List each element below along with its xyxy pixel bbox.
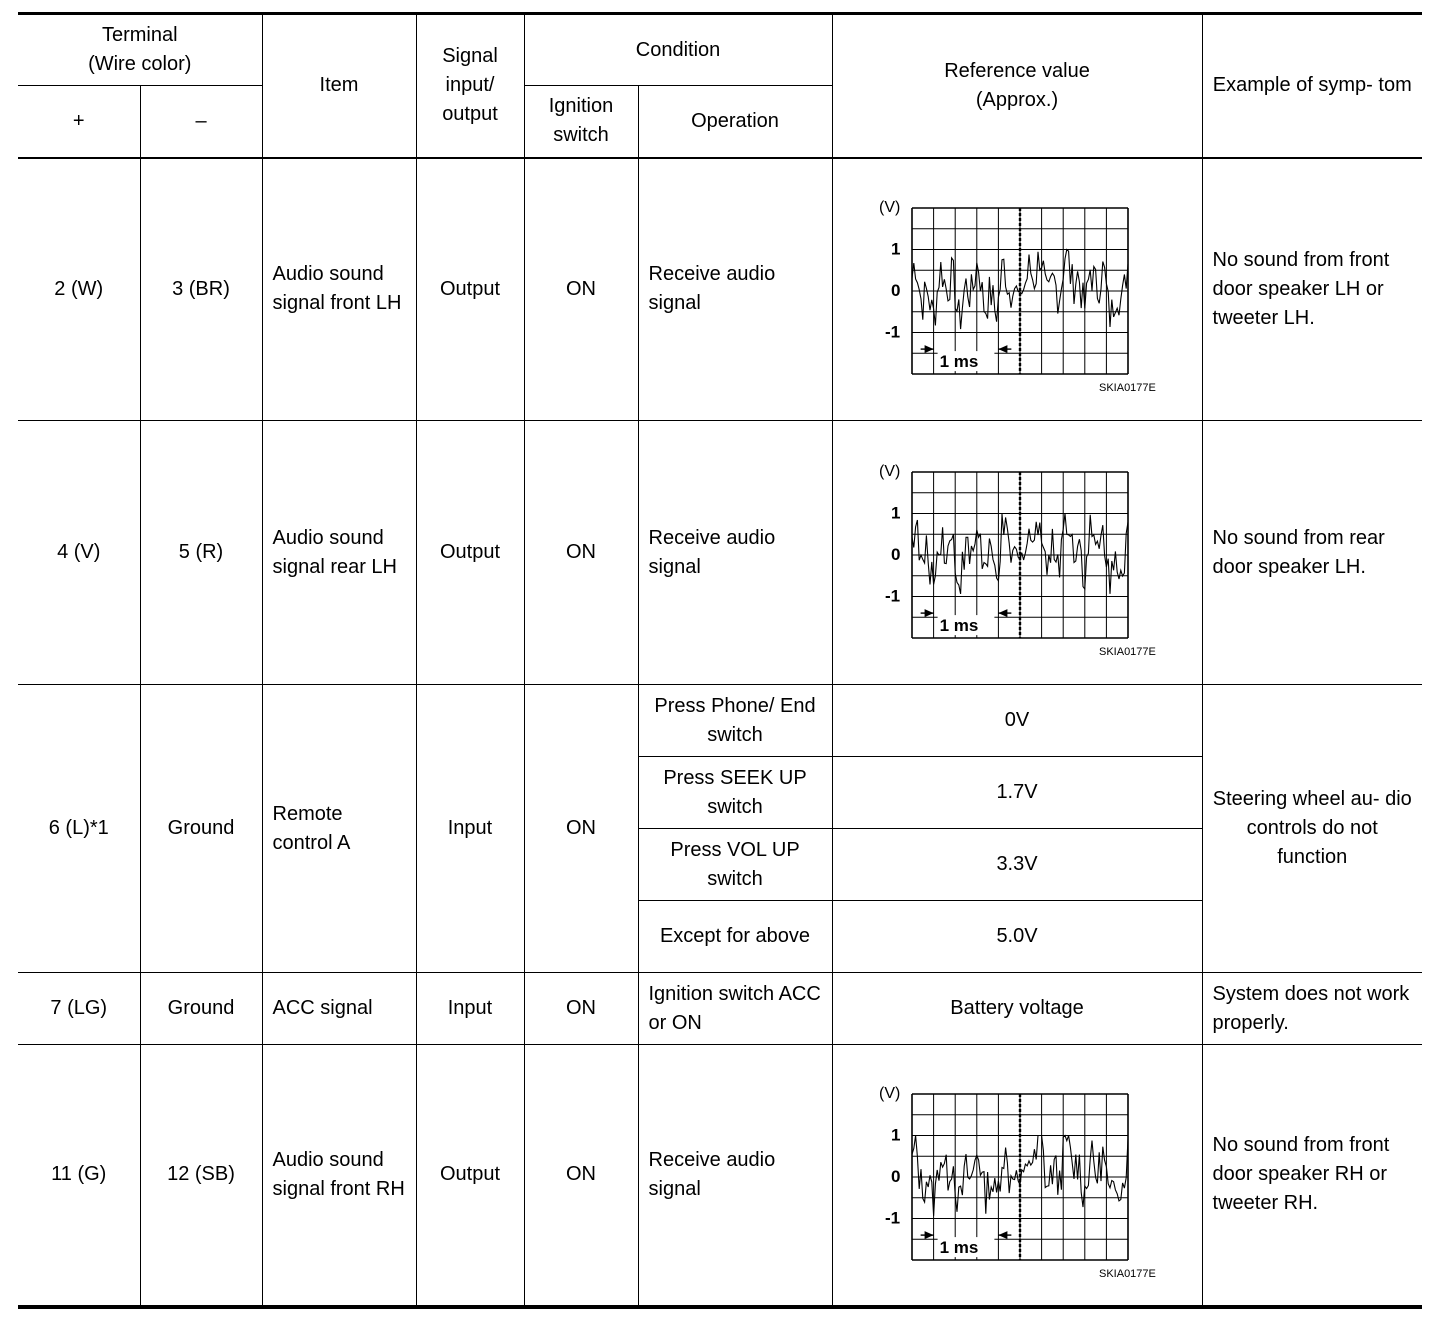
io-cell: Input — [416, 685, 524, 973]
header-terminal — [18, 14, 262, 86]
table-row — [18, 973, 1422, 1045]
time-marker-arrow-icon — [998, 609, 1007, 617]
reference-value-cell: 5.0V — [832, 901, 1202, 973]
header-minus: – — [140, 86, 262, 158]
axis-label: -1 — [885, 586, 901, 605]
time-label: 1 ms — [939, 615, 979, 635]
operation-cell: Receive audio signal — [638, 421, 832, 685]
symptom-cell: No sound from front door speaker LH or tweeter LH. — [1202, 158, 1422, 421]
terminal-plus: 2 (W) — [18, 158, 140, 421]
header-plus: + — [18, 86, 140, 158]
operation-cell: Receive audio signal — [638, 158, 832, 421]
axis-label: 1 — [891, 1125, 901, 1145]
terminal-plus: 6 (L)*1 — [18, 685, 140, 973]
reference-value-cell: Battery voltage — [832, 973, 1202, 1045]
operation-cell: Press SEEK UP switch — [638, 757, 832, 829]
waveform-figure — [857, 448, 1177, 658]
table-row — [18, 685, 1422, 757]
operation-cell: Receive audio signal — [638, 1045, 832, 1307]
table-row — [18, 421, 1422, 685]
header-symptom: Example of symp- tom — [1202, 14, 1422, 158]
unit-label: (V) — [879, 462, 901, 480]
reference-waveform-cell — [832, 421, 1202, 685]
io-cell: Output — [416, 158, 524, 421]
header-item: Item — [262, 14, 416, 158]
io-cell: Output — [416, 421, 524, 685]
time-label: 1 ms — [939, 352, 979, 372]
header-ignition-switch: Ignition switch — [524, 86, 638, 158]
symptom-cell: No sound from rear door speaker LH. — [1202, 421, 1422, 685]
terminal-minus: 12 (SB) — [140, 1045, 262, 1307]
symptom-cell: Steering wheel au- dio controls do not function — [1202, 685, 1422, 973]
reference-value-cell: 1.7V — [832, 757, 1202, 829]
figure-code: SKIA0177E — [1099, 1267, 1156, 1280]
terminal-minus: 3 (BR) — [140, 158, 262, 421]
terminal-plus: 7 (LG) — [18, 973, 140, 1045]
item-cell: Audio sound signal front LH — [262, 158, 416, 421]
unit-label: (V) — [879, 199, 901, 217]
time-marker-arrow-icon — [998, 1231, 1007, 1239]
time-label: 1 ms — [939, 1237, 979, 1257]
axis-label: -1 — [885, 322, 901, 342]
terminal-minus: Ground — [140, 973, 262, 1045]
io-cell: Input — [416, 973, 524, 1045]
table-row — [18, 1045, 1422, 1307]
item-cell: Remote control A — [262, 685, 416, 973]
operation-cell: Press Phone/ End switch — [638, 685, 832, 757]
io-cell: Output — [416, 1045, 524, 1307]
terminal-plus: 11 (G) — [18, 1045, 140, 1307]
figure-code: SKIA0177E — [1099, 382, 1156, 395]
axis-label: 1 — [891, 503, 901, 522]
unit-label: (V) — [879, 1084, 901, 1102]
time-marker-arrow-icon — [925, 345, 934, 353]
ignition-cell: ON — [524, 421, 638, 685]
terminal-minus: 5 (R) — [140, 421, 262, 685]
operation-cell: Ignition switch ACC or ON — [638, 973, 832, 1045]
ignition-cell: ON — [524, 158, 638, 421]
ignition-cell: ON — [524, 973, 638, 1045]
header-approx-label: (Approx.) — [975, 88, 1059, 111]
axis-label: 0 — [891, 281, 901, 301]
terminal-minus: Ground — [140, 685, 262, 973]
header-condition: Condition — [524, 14, 832, 86]
ignition-cell: ON — [524, 685, 638, 973]
time-marker-arrow-icon — [925, 609, 934, 617]
reference-value-cell: 0V — [832, 685, 1202, 757]
header-reference-value — [832, 14, 1202, 158]
terminal-reference-table — [18, 12, 1422, 1309]
time-marker-arrow-icon — [998, 345, 1007, 353]
item-cell: Audio sound signal front RH — [262, 1045, 416, 1307]
table-row — [18, 158, 1422, 421]
reference-waveform-cell — [832, 1045, 1202, 1307]
header-operation: Operation — [638, 86, 832, 158]
figure-code: SKIA0177E — [1099, 645, 1156, 658]
reference-waveform-cell — [832, 158, 1202, 421]
reference-value-cell: 3.3V — [832, 829, 1202, 901]
axis-label: -1 — [885, 1208, 901, 1228]
item-cell: ACC signal — [262, 973, 416, 1045]
ignition-cell: ON — [524, 1045, 638, 1307]
axis-label: 0 — [891, 1166, 901, 1186]
item-cell: Audio sound signal rear LH — [262, 421, 416, 685]
header-signal-io: Signal input/ output — [416, 14, 524, 158]
header-wire-color-label: (Wire color) — [88, 53, 192, 75]
operation-cell: Except for above — [638, 901, 832, 973]
axis-label: 1 — [891, 239, 901, 259]
time-marker-arrow-icon — [925, 1231, 934, 1239]
operation-cell: Press VOL UP switch — [638, 829, 832, 901]
header-terminal-label: Terminal — [101, 24, 178, 46]
waveform-figure — [857, 184, 1177, 394]
terminal-plus: 4 (V) — [18, 421, 140, 685]
symptom-cell: System does not work properly. — [1202, 973, 1422, 1045]
header-reference-label: Reference value — [944, 59, 1090, 82]
waveform-figure — [857, 1070, 1177, 1280]
axis-label: 0 — [891, 544, 901, 564]
symptom-cell: No sound from front door speaker RH or tweeter RH. — [1202, 1045, 1422, 1307]
